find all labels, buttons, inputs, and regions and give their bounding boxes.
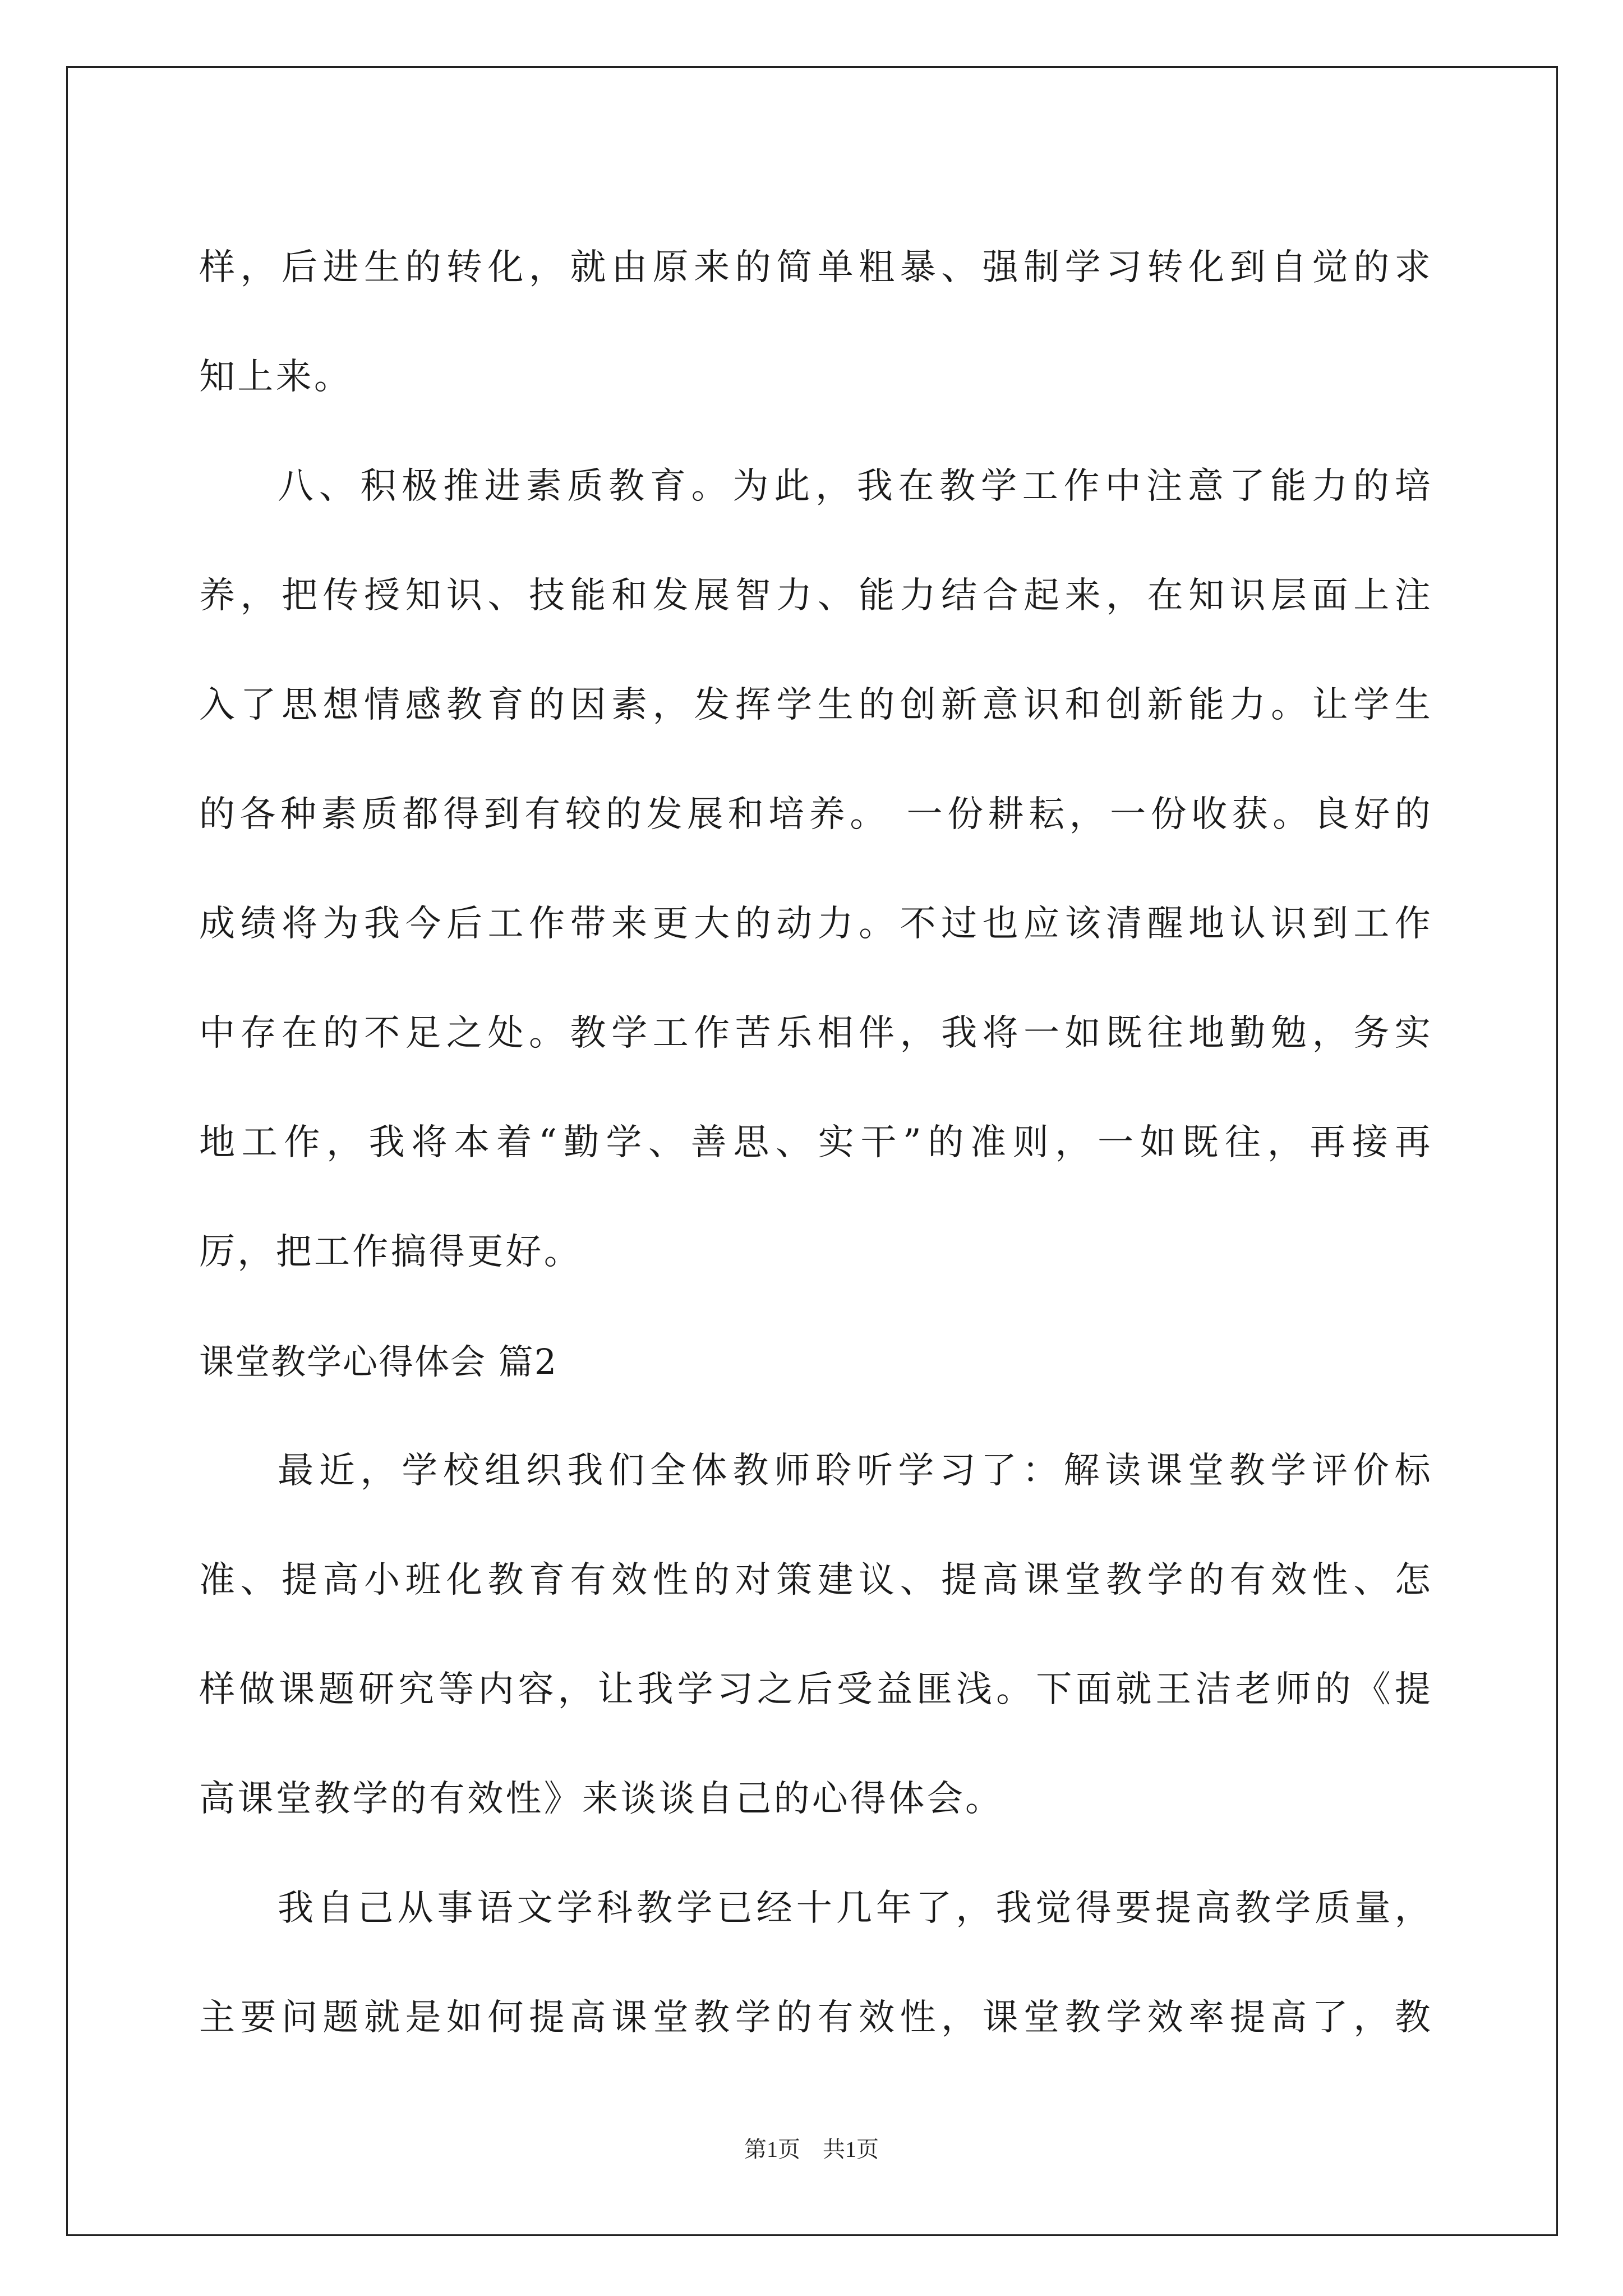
text-line-10: 厉，把工作搞得更好。: [199, 1231, 582, 1273]
text-line-13: 准、提高小班化教育有效性的对策建议、提高课堂教学的有效性、怎: [199, 1559, 1433, 1601]
text-line-7: 成绩将为我今后工作带来更大的动力。不过也应该清醒地认识到工作: [199, 903, 1433, 945]
text-line-17: 主要问题就是如何提高课堂教学的有效性，课堂教学效率提高了，教: [199, 1997, 1433, 2039]
paragraph-start-line-12: 最近，学校组织我们全体教师聆听学习了：解读课堂教学评价标: [278, 1450, 1433, 1492]
paragraph-start-line-16: 我自己从事语文学科教学已经十几年了，我觉得要提高教学质量，: [278, 1888, 1433, 1929]
text-line-6: 的各种素质都得到有较的发展和培养。 一份耕耘，一份收获。良好的: [199, 794, 1433, 835]
text-line-9: 地工作，我将本着“勤学、善思、实干”的准则，一如既往，再接再: [199, 1122, 1433, 1163]
document-body: [199, 213, 1433, 2073]
text-line-8: 中存在的不足之处。教学工作苦乐相伴，我将一如既往地勤勉，务实: [199, 1013, 1433, 1054]
page-total: 共1页: [823, 2137, 879, 2162]
section-heading: 课堂教学心得体会 篇2: [199, 1341, 558, 1382]
text-line-2: 知上来。: [199, 356, 353, 398]
paragraph-start-line-3: 八、积极推进素质教育。为此，我在教学工作中注意了能力的培: [278, 466, 1433, 507]
text-line-5: 入了思想情感教育的因素，发挥学生的创新意识和创新能力。让学生: [199, 684, 1433, 726]
text-line-14: 样做课题研究等内容，让我学习之后受益匪浅。下面就王洁老师的《提: [199, 1669, 1433, 1710]
page-footer: [0, 2132, 1623, 2164]
text-line-4: 养，把传授知识、技能和发展智力、能力结合起来，在知识层面上注: [199, 575, 1433, 616]
text-line-15: 高课堂教学的有效性》来谈谈自己的心得体会。: [199, 1778, 1004, 1820]
page-number: 第1页: [744, 2137, 800, 2162]
text-line-1: 样，后进生的转化，就由原来的简单粗暴、强制学习转化到自觉的求: [199, 247, 1433, 288]
